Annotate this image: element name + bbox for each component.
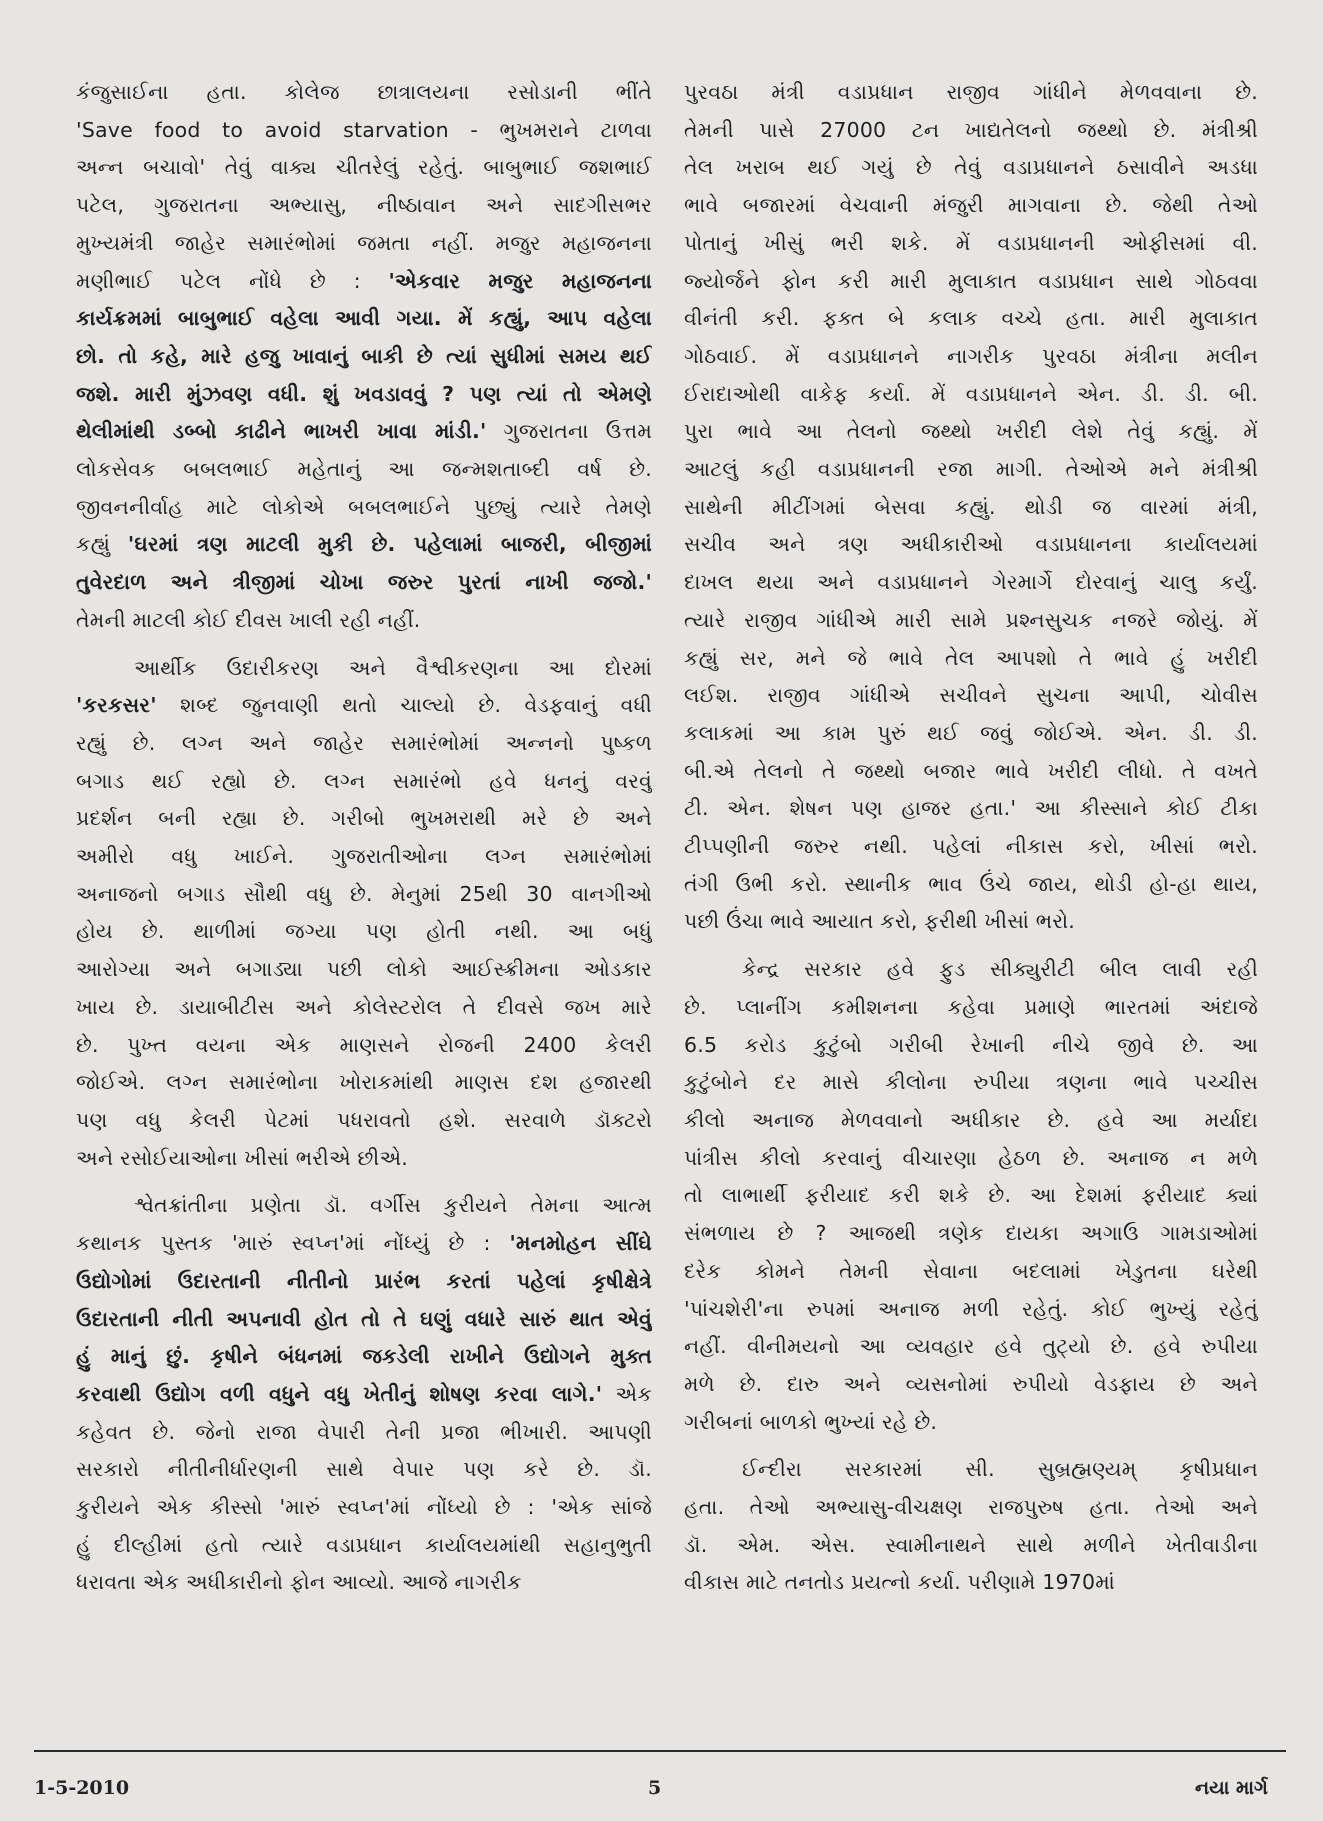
text-line [76,225,652,263]
text-line [76,451,652,489]
text-segment: જોઈએ. લગ્ન સમારંભોના ખોરાકમાંથી માણસ દશ હજારથી [76,1070,652,1095]
text-line [76,1225,652,1263]
paragraph-babubhai [76,74,652,640]
text-line [76,800,652,838]
text-line [684,951,1258,989]
text-segment: હું માનું છું. કૃષીને બંધનમાં જકડેલી રાખીને ઉદ્યોગને મુક્ત [76,1344,652,1369]
text-segment: કહ્યું [76,532,128,557]
text-line [684,1527,1258,1565]
text-line [684,187,1258,225]
text-segment: પછી ઉંચા ભાવે આયાત કરો, ફરીથી ખીસાં ભરો. [684,909,1076,934]
text-line [76,1527,652,1565]
text-line [76,1102,652,1140]
text-line [76,526,652,564]
text-segment: કથાનક પુસ્તક 'મારું સ્વપ્ન'માં નોંધ્યું છે : [76,1231,510,1256]
magazine-name: નયા માર્ગ [1195,1777,1268,1799]
text-segment: કાર્યક્રમમાં બાબુભાઈ વહેલા આવી ગયા. મેં કહ્યું, આપ વહેલા [76,306,652,331]
text-segment: કીલો અનાજ મેળવવાનો અધીકાર છે. હવે આ મર્યાદા [684,1107,1258,1132]
text-segment: સંભળાય છે ? આજથી ત્રણેક દાયકા અગાઉ ગામડાઓમાં [684,1221,1258,1246]
text-line [684,903,1258,941]
text-segment: કુરીયને એક કીસ્સો 'મારું સ્વપ્ન'માં નોંધ્યો છે : 'એક સાંજે [76,1495,652,1520]
text-segment: ધરાવતા એક અધીકારીનો ફોન આવ્યો. આજે નાગરીક [76,1570,522,1595]
text-line [684,112,1258,150]
text-segment: ઉદ્યોગોમાં ઉદારતાની નીતીનો પ્રારંભ કરતાં પહેલાં કૃષીક્ષેત્રે [76,1268,652,1293]
text-line [684,602,1258,640]
text-segment: કરવાથી ઉદ્યોગ વળી વધુને વધુ ખેતીનું શોષણ કરવા લાગે.' [76,1381,603,1406]
text-segment: અમીરો વધુ ખાઈને. ગુજરાતીઓના લગ્ન સમારંભોમાં [76,844,652,869]
text-line [76,376,652,414]
text-segment: અન્ન બચાવો' તેવું વાક્ય ચીતરેલું રહેતું. બાબુભાઈ જશભાઈ [76,155,652,180]
text-line [76,1451,652,1489]
text-line [684,989,1258,1027]
text-line [76,876,652,914]
text-line [76,564,652,602]
text-line [76,1140,652,1178]
text-segment: છે. પ્લાનીંગ કમીશનના કહેવા પ્રમાણે ભારતમાં અંદાજે [684,994,1258,1019]
text-segment: ગરીબનાં બાળકો ભુખ્યાં રહે છે. [684,1409,938,1434]
text-segment: 'કરકસર' [76,693,157,718]
text-line [684,1102,1258,1140]
footer-rule [34,1750,1286,1752]
text-segment: પુરા ભાવે આ તેલનો જથ્થો ખરીદી લેશે તેવું કહ્યું. મેં [684,419,1258,444]
text-line [684,413,1258,451]
text-line [684,1291,1258,1329]
text-line [684,790,1258,828]
text-segment: બગાડ થઈ રહ્યો છે. લગ્ન સમારંભો હવે ધનનું વરવું [76,768,652,793]
text-line [76,913,652,951]
text-line [684,338,1258,376]
text-line [684,74,1258,112]
text-line [76,489,652,527]
text-line [76,1338,652,1376]
text-segment: 'મનમોહન સીંઘે [509,1231,652,1256]
text-segment: ઉદારતાની નીતી અપનાવી હોત તો તે ઘણું વધારે સારું થાત એવું [76,1306,652,1331]
text-segment: ટી. એન. શેષન પણ હાજર હતા.' આ કીસ્સાને કોઈ ટીકા [684,796,1258,821]
paragraph-kurien [76,1187,652,1602]
text-segment: ઈન્દીરા સરકારમાં સી. સુબ્રહ્મણ્યમ્ કૃષીપ્રધાન [742,1457,1258,1482]
text-segment: કુટુંબોને દર માસે કીલોના રુપીયા ત્રણના ભાવે પચ્ચીસ [684,1070,1258,1095]
text-segment: છે. પુખ્ત વયના એક માણસને રોજની 2400 કેલરી [76,1032,652,1057]
text-line [684,1140,1258,1178]
text-segment: ગુજરાતના ઉત્તમ [486,419,652,444]
text-line [76,725,652,763]
text-line [76,1414,652,1452]
text-line [76,1064,652,1102]
text-segment: આટલું કહી વડાપ્રધાનની રજા માગી. તેઓએ મને મંત્રીશ્રી [684,457,1258,482]
text-segment: ગોઠવાઈ. મેં વડાપ્રધાનને નાગરીક પુરવઠા મંત્રીના મલીન [684,343,1258,368]
text-segment: આરોગ્યા અને બગાડ્યા પછી લોકો આઈસ્ક્રીમના ઓડકાર [76,957,652,982]
text-segment: 6.5 કરોડ કુટુંબો ગરીબી રેખાની નીચે જીવે છે. આ [684,1032,1258,1057]
text-segment: સાથેની મીટીંગમાં બેસવા કહ્યું. થોડી જ વારમાં મંત્રી, [684,494,1258,519]
text-line [684,300,1258,338]
text-segment: પોતાનું ખીસું ભરી શકે. મેં વડાપ્રધાનની ઓફીસમાં વી. [684,230,1258,255]
text-segment: 'Save food to avoid starvation - ભુખમરાને ટાળવા [76,117,652,142]
text-line [684,753,1258,791]
text-segment: કેન્દ્ર સરકાર હવે ફુડ સીક્યુરીટી બીલ લાવી રહી [742,957,1258,982]
text-segment: પુરવઠા મંત્રી વડાપ્રધાન રાજીવ ગાંધીને મેળવવાના છે. [684,80,1258,104]
text-line [684,1215,1258,1253]
text-segment: તેમની માટલી કોઈ દીવસ ખાલી રહી નહીં. [76,607,421,632]
text-segment: જીવનનીર્વાહ માટે લોકોએ બબલભાઈને પુછ્યું ત્યારે તેમણે [76,494,652,519]
text-segment: આર્થીક ઉદારીકરણ અને વૈશ્વીકરણના આ દોરમાં [134,655,652,680]
text-line [684,1027,1258,1065]
text-segment: તેલ ખરાબ થઈ ગયું છે તેવું વડાપ્રધાનને ઠસાવીને અડધા [684,155,1258,180]
text-line [76,1301,652,1339]
text-segment: ઈરાદાઓથી વાકેફ કર્યા. મેં વડાપ્રધાનને એન. ડી. ડી. બી. [684,381,1258,406]
text-line [76,1489,652,1527]
text-segment: દરેક કોમને તેમની સેવાના બદલામાં ખેડુતના ઘરેથી [684,1258,1258,1283]
text-line [684,263,1258,301]
paragraph-karkasar [76,650,652,1178]
text-segment: કહ્યું સર, મને જે ભાવે તેલ આપશો તે ભાવે હું ખરીદી [684,645,1258,670]
text-segment: તેમની પાસે 27000 ટન ખાદ્યતેલનો જથ્થો છે. મંત્રીશ્રી [684,117,1258,142]
paragraph-subramaniam [684,1451,1258,1602]
text-segment: વીકાસ માટે તનતોડ પ્રયત્નો કર્યા. પરીણામે 1970માં [684,1570,1115,1595]
text-line [684,1177,1258,1215]
text-segment: હતા. તેઓ અભ્યાસુ-વીચક્ષણ રાજપુરુષ હતા. તેઓ અને [684,1495,1258,1520]
text-line [76,263,652,301]
text-line [76,1376,652,1414]
text-segment: કલાકમાં આ કામ પુરું થઈ જવું જોઈએ. એન. ડી. ડી. [684,720,1258,745]
text-line [76,1027,652,1065]
text-line [684,376,1258,414]
text-line [684,564,1258,602]
text-line [76,1263,652,1301]
text-segment: સચીવ અને ત્રણ અધીકારીઓ વડાપ્રધાનના કાર્યાલયમાં [684,532,1258,557]
left-column [76,74,652,1602]
text-line [76,1564,652,1602]
text-line [76,74,652,112]
text-line [684,1564,1258,1602]
text-line [76,187,652,225]
text-segment: શ્વેતક્રાંતીના પ્રણેતા ડૉ. વર્ગીસ કુરીયને તેમના આત્મ [134,1193,652,1218]
text-segment: ભાવે બજારમાં વેચવાની મંજુરી માગવાના છે. જેથી તેઓ [684,193,1258,218]
text-segment: જશે. મારી મુંઝવણ વધી. શું ખવડાવવું ? પણ ત્યાં તો એમણે [76,381,652,406]
text-segment: પણ વધુ કેલરી પેટમાં પધરાવતો હશે. સરવાળે ડૉક્ટરો [76,1107,652,1132]
text-line [684,1366,1258,1404]
text-line [76,838,652,876]
text-line [684,225,1258,263]
text-line [684,640,1258,678]
text-line [684,1489,1258,1527]
text-segment: ખાય છે. ડાયાબીટીસ અને કોલેસ્ટરોલ તે દીવસે જખ મારે [76,994,652,1019]
text-segment: કહેવત છે. જેનો રાજા વેપારી તેની પ્રજા ભીખારી. આપણી [76,1419,652,1444]
text-line [76,763,652,801]
text-segment: પાંત્રીસ કીલો કરવાનું વીચારણા હેઠળ છે. અનાજ ન મળે [684,1145,1258,1170]
text-segment: છો. તો કહે, મારે હજુ ખાવાનું બાકી છે ત્યાં સુધીમાં સમય થઈ [76,343,652,368]
paragraph-food-security [684,951,1258,1441]
text-segment: ડૉ. એમ. એસ. સ્વામીનાથને સાથે મળીને ખેતીવાડીના [684,1532,1258,1557]
text-segment: બી.એ તેલનો તે જથ્થો બજાર ભાવે ખરીદી લીધો. તે વખતે [684,758,1258,783]
text-line [76,413,652,451]
right-column [684,74,1258,1602]
text-line [684,715,1258,753]
text-line [76,300,652,338]
text-segment: પ્રદર્શન બની રહ્યા છે. ગરીબો ભુખમરાથી મરે છે અને [76,806,652,831]
text-segment: નહીં. વીનીમયનો આ વ્યવહાર હવે તુટ્યો છે. હવે રુપીયા [684,1334,1258,1359]
text-segment: અનાજનો બગાડ સૌથી વધુ છે. મેનુમાં 25થી 30 વાનગીઓ [76,881,652,906]
text-segment: હોય છે. થાળીમાં જગ્યા પણ હોતી નથી. આ બધું [76,919,652,944]
text-segment: મુખ્યમંત્રી જાહેર સમારંભોમાં જમતા નહીં. મજુર મહાજનના [76,230,652,255]
text-line [76,1187,652,1225]
text-line [684,149,1258,187]
text-segment: મણીભાઈ પટેલ નોંધે છે : [76,268,389,293]
text-line [76,951,652,989]
text-segment: થેલીમાંથી ડબ્બો કાઢીને ભાખરી ખાવા માંડી.' [76,419,487,444]
text-segment: વીનંતી કરી. ફક્ત બે કલાક વચ્ચે હતા. મારી મુલાકાત [684,306,1258,331]
text-line [684,1064,1258,1102]
issue-date: 1-5-2010 [34,1777,130,1799]
text-segment: 'પાંચશેરી'ના રુપમાં અનાજ મળી રહેતું. કોઈ ભુખ્યું રહેતું [684,1296,1258,1321]
paragraph-rajiv-gandhi [684,74,1258,941]
text-line [76,687,652,725]
text-segment: કંજુસાઈના હતા. કોલેજ છાત્રાલયના રસોડાની ભીંતે [76,80,652,104]
text-segment: લઈશ. રાજીવ ગાંધીએ સચીવને સુચના આપી, ચોવીસ [684,683,1258,708]
text-line [684,526,1258,564]
text-line [76,602,652,640]
text-line [684,1404,1258,1442]
text-segment: એક [602,1381,652,1406]
text-segment: લોકસેવક બબલભાઈ મહેતાનું આ જન્મશતાબ્દી વર્ષ છે. [76,457,652,482]
text-segment: ત્યારે રાજીવ ગાંધીએ મારી સામે પ્રશ્નસુચક નજરે જોયું. મેં [684,607,1258,632]
page-number: 5 [648,1777,662,1799]
text-line [76,650,652,688]
text-segment: અને રસોઈયાઓના ખીસાં ભરીએ છીએ. [76,1145,408,1170]
text-segment: 'ઘરમાં ત્રણ માટલી મુકી છે. પહેલામાં બાજરી, બીજીમાં [127,532,652,557]
text-line [76,149,652,187]
text-line [76,112,652,150]
text-segment: તો લાભાર્થી ફરીયાદ કરી શકે છે. આ દેશમાં ફરીયાદ ક્યાં [684,1183,1258,1208]
text-line [684,451,1258,489]
text-line [684,1451,1258,1489]
text-line [684,1328,1258,1366]
text-segment: જ્યોર્જને ફોન કરી મારી મુલાકાત વડાપ્રધાન સાથે ગોઠવવા [684,268,1258,293]
text-line [684,828,1258,866]
text-segment: રહ્યું છે. લગ્ન અને જાહેર સમારંભોમાં અન્નનો પુષ્કળ [76,730,652,755]
text-segment: શબ્દ જુનવાણી થતો ચાલ્યો છે. વેડફવાનું વધી [156,693,652,718]
text-line [76,989,652,1027]
text-segment: 'એકવાર મજુર મહાજનના [388,268,652,293]
text-segment: તુવેરદાળ અને ત્રીજીમાં ચોખા જરુર પુરતાં નાખી જજો.' [76,570,652,595]
text-line [684,866,1258,904]
text-segment: મળે છે. દારુ અને વ્યસનોમાં રુપીયો વેડફાય છે અને [684,1371,1258,1396]
text-line [76,338,652,376]
text-segment: તંગી ઉભી કરો. સ્થાનીક ભાવ ઉંચે જાય, થોડી હો-હા થાય, [684,871,1258,896]
text-line [684,489,1258,527]
text-segment: ટીપ્પણીની જરુર નથી. પહેલાં નીકાસ કરો, ખીસાં ભરો. [684,834,1258,859]
text-line [684,677,1258,715]
text-segment: સરકારો નીતીનીર્ધારણની સાથે વેપાર પણ કરે છે. ડૉ. [76,1457,652,1482]
text-segment: દાખલ થયા અને વડાપ્રધાનને ગેરમાર્ગે દોરવાનું ચાલુ કર્યું. [684,570,1258,595]
text-segment: હું દીલ્હીમાં હતો ત્યારે વડાપ્રધાન કાર્યાલયમાંથી સહાનુભુતી [76,1532,652,1557]
text-segment: પટેલ, ગુજરાતના અભ્યાસુ, નીષ્ઠાવાન અને સાદગીસભર [76,193,652,218]
text-line [684,1253,1258,1291]
